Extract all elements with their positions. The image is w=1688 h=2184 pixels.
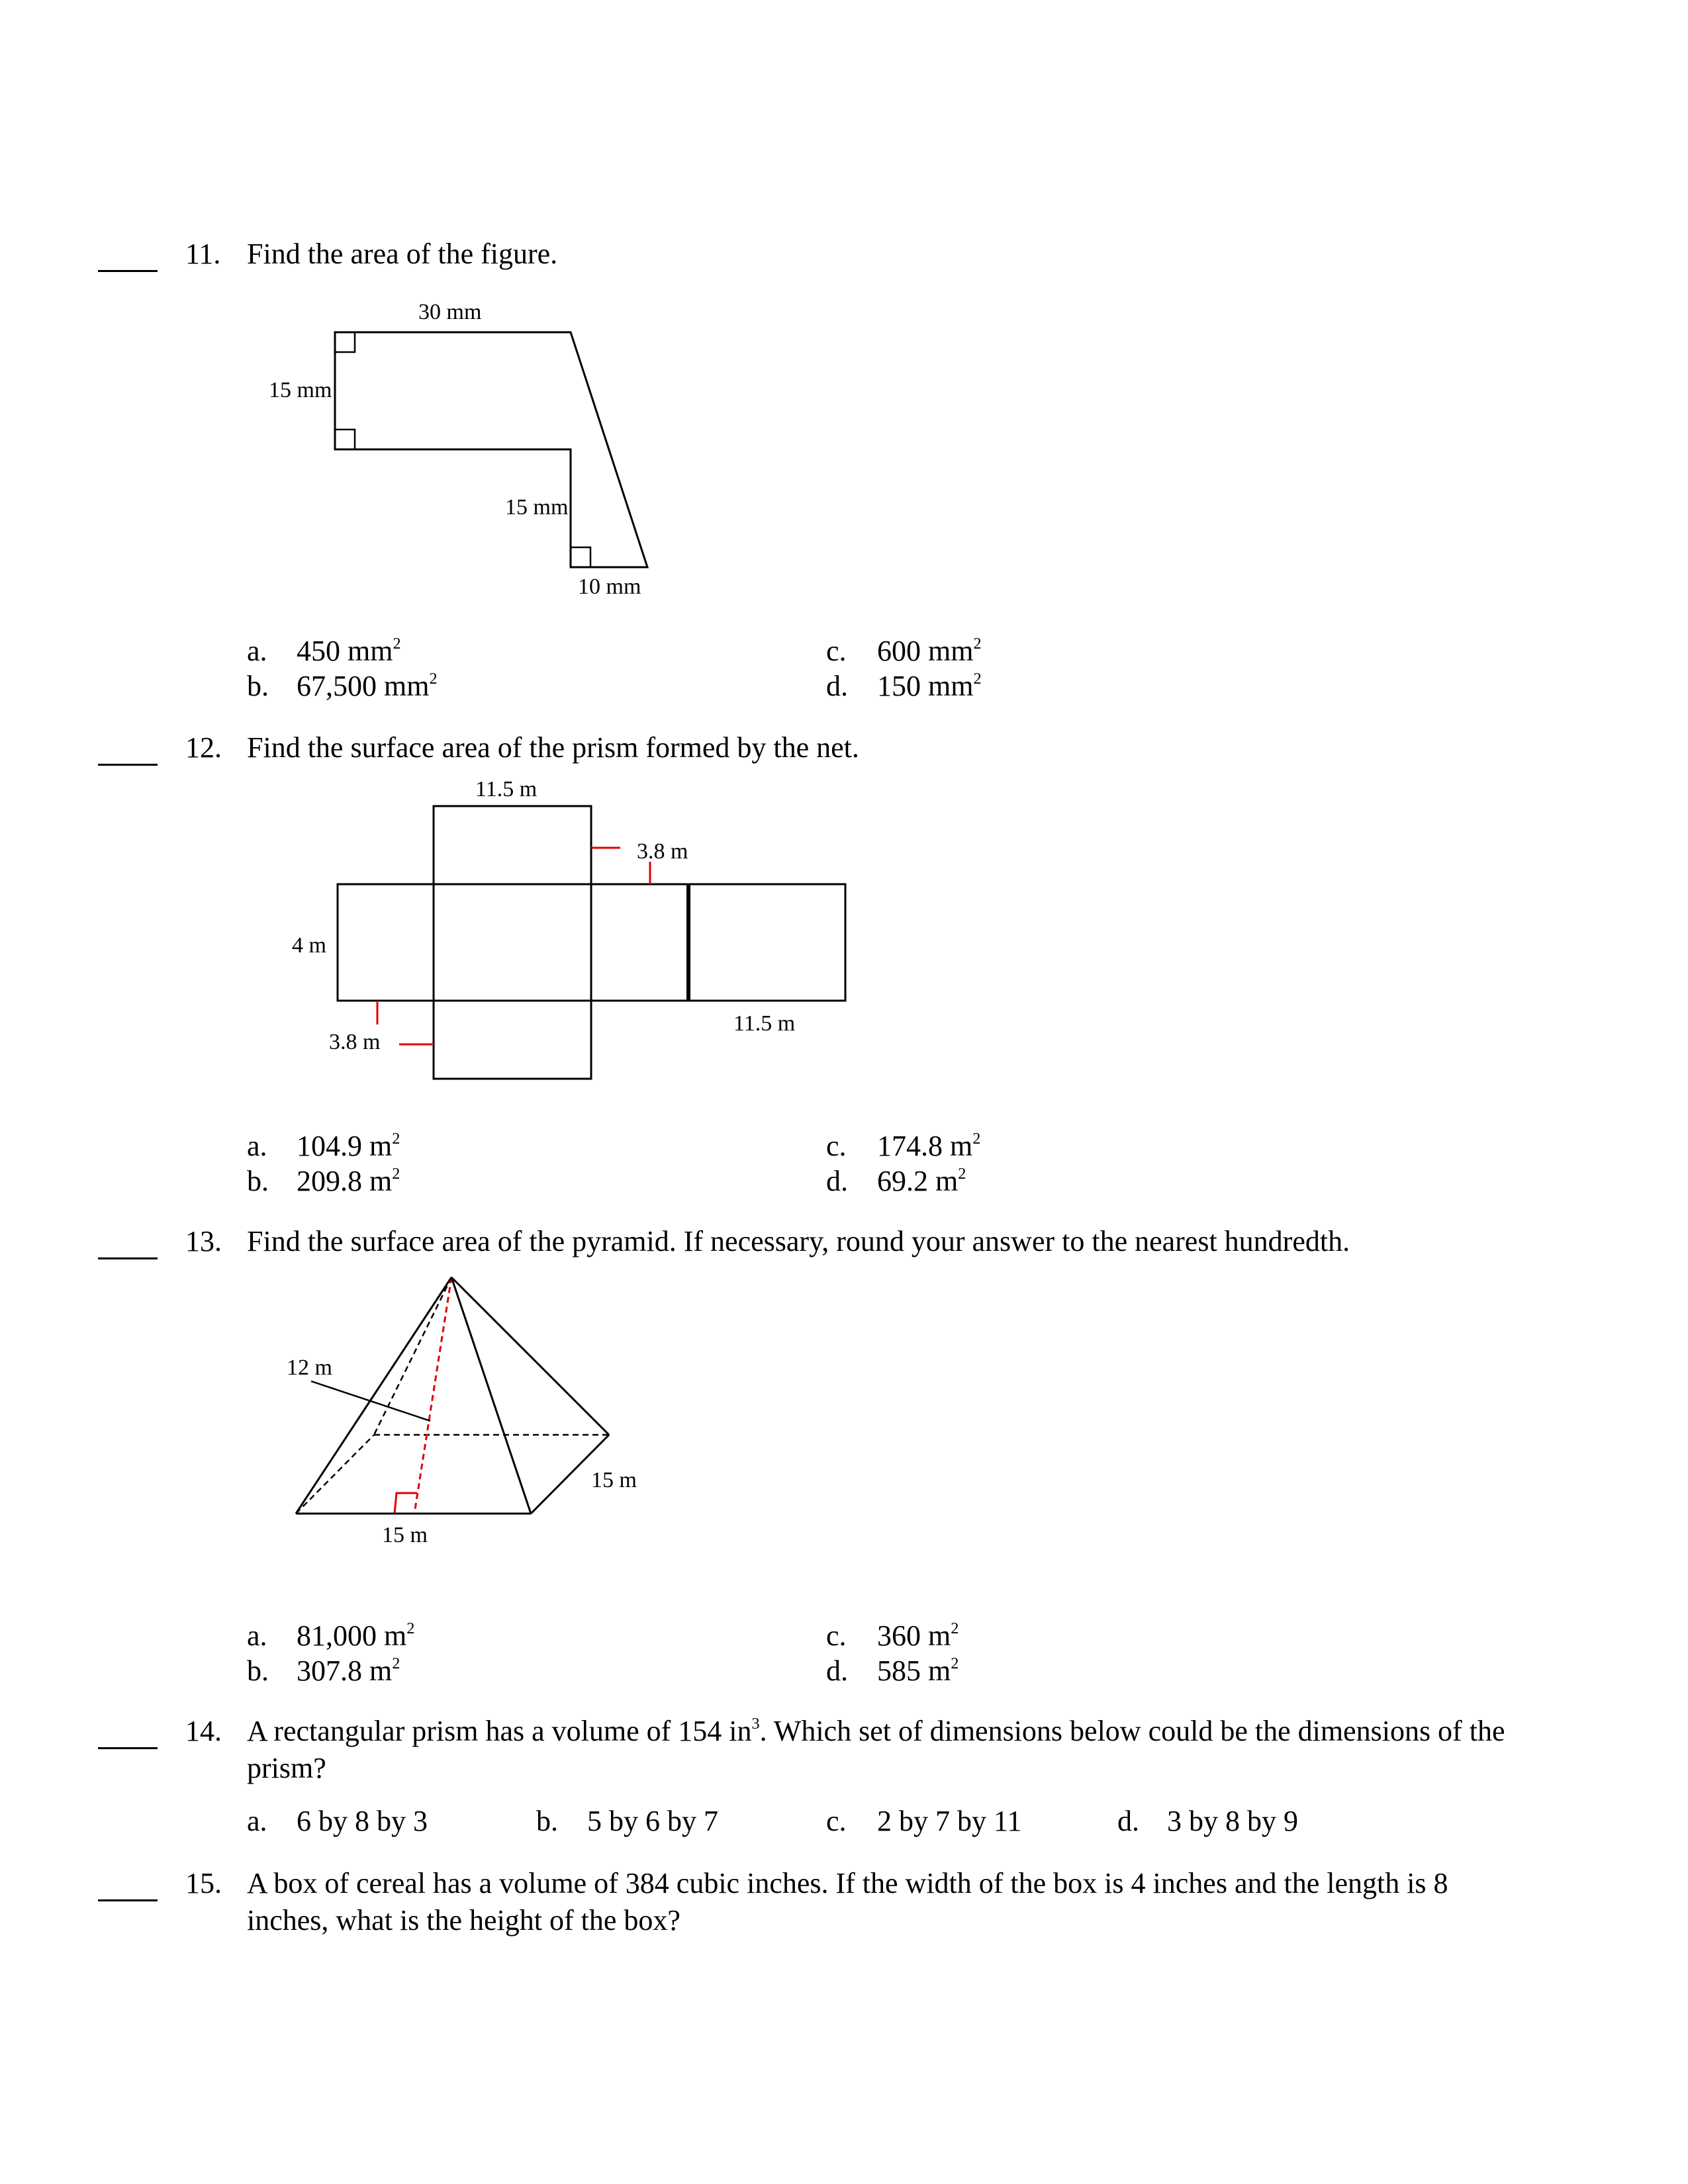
choice-13d[interactable]: 585 $m^2$ xyxy=(877,1654,959,1687)
choice-14a-letter: a. xyxy=(247,1805,267,1837)
question-text-13: Find the surface area of the pyramid. If necessary, round your answer to the nearest hundredth. xyxy=(247,1225,1350,1257)
choice-11d-letter: d. xyxy=(826,670,848,702)
pyramid-slant-height xyxy=(414,1277,451,1514)
question-number-14: 14. xyxy=(185,1715,222,1747)
choice-13b-letter: b. xyxy=(247,1655,269,1687)
choice-11b-letter: b. xyxy=(247,670,269,702)
choice-11d[interactable]: 150 $mm^2$ xyxy=(877,669,982,702)
choice-12b-letter: b. xyxy=(247,1165,269,1197)
label-11-5m-bottom: 11.5 m xyxy=(733,1011,796,1036)
choice-11a-letter: a. xyxy=(247,635,267,667)
label-15mm-left: 15 mm xyxy=(269,378,332,402)
question-number-15: 15. xyxy=(185,1867,222,1899)
choice-12c-letter: c. xyxy=(826,1130,847,1162)
label-15m-bottom: 15 m xyxy=(382,1523,428,1547)
choice-13a[interactable]: 81,000 $m^2$ xyxy=(297,1619,415,1652)
pyramid-edge xyxy=(451,1277,531,1514)
label-10mm: 10 mm xyxy=(578,574,641,599)
choice-14c-letter: c. xyxy=(826,1805,847,1837)
choice-11a[interactable]: 450 $mm^2$ xyxy=(297,634,401,667)
question-text-14-line2: prism? xyxy=(247,1752,326,1784)
choice-12d[interactable]: 69.2 $m^2$ xyxy=(877,1164,966,1197)
question-text-15: A box of cereal has a volume of 384 cubic inches. If the width of the box is 4 inches and the length is 8 xyxy=(247,1867,1448,1899)
label-leader-line xyxy=(311,1381,430,1421)
pyramid-edge xyxy=(451,1277,609,1435)
choice-11c-letter: c. xyxy=(826,635,847,667)
question-number-13: 13. xyxy=(185,1225,222,1257)
choice-13d-letter: d. xyxy=(826,1655,848,1687)
choice-14c[interactable]: 2 by 7 by 11 xyxy=(877,1805,1022,1837)
label-4m: 4 m xyxy=(292,933,326,958)
choice-13a-letter: a. xyxy=(247,1619,267,1652)
pyramid-edge xyxy=(296,1277,451,1514)
label-30mm: 30 mm xyxy=(418,300,482,324)
choice-14d[interactable]: 3 by 8 by 9 xyxy=(1167,1805,1298,1837)
choice-12a[interactable]: 104.9 $m^2$ xyxy=(297,1129,400,1162)
choice-12c[interactable]: 174.8 $m^2$ xyxy=(877,1129,981,1162)
question-text-14: A rectangular prism has a volume of 154 $in^3$. Which set of dimensions below could be the dimensions of the xyxy=(247,1714,1505,1747)
label-3-8m-bottom: 3.8 m xyxy=(329,1030,381,1054)
choice-11b[interactable]: 67,500 $mm^2$ xyxy=(297,669,438,702)
question-number-12: 12. xyxy=(185,731,222,764)
choice-13c-letter: c. xyxy=(826,1619,847,1652)
answer-blank-14[interactable] xyxy=(98,1747,158,1749)
label-15mm-middle: 15 mm xyxy=(505,495,569,520)
question-text-12: Find the surface area of the prism formed by the net. xyxy=(247,731,859,764)
label-12m: 12 m xyxy=(287,1355,332,1380)
question-text-15-line2: inches, what is the height of the box? xyxy=(247,1904,680,1936)
choice-14d-letter: d. xyxy=(1117,1805,1139,1837)
choice-12a-letter: a. xyxy=(247,1130,267,1162)
choice-14b[interactable]: 5 by 6 by 7 xyxy=(587,1805,718,1837)
answer-blank-15[interactable] xyxy=(98,1899,158,1901)
choice-12d-letter: d. xyxy=(826,1165,848,1197)
choice-11c[interactable]: 600 $mm^2$ xyxy=(877,634,982,667)
question-number-11: 11. xyxy=(185,238,221,270)
label-15m-right: 15 m xyxy=(591,1468,637,1492)
choice-14b-letter: b. xyxy=(536,1805,558,1837)
question-text-11: Find the area of the figure. xyxy=(247,238,558,270)
label-3-8m-top: 3.8 m xyxy=(637,839,688,864)
right-angle-marker xyxy=(395,1493,417,1514)
label-11-5m-top: 11.5 m xyxy=(475,777,538,801)
choice-13b[interactable]: 307.8 $m^2$ xyxy=(297,1654,400,1687)
choice-13c[interactable]: 360 $m^2$ xyxy=(877,1619,959,1652)
choice-12b[interactable]: 209.8 $m^2$ xyxy=(297,1164,400,1197)
pyramid-hidden-edge xyxy=(296,1435,374,1514)
choice-14a[interactable]: 6 by 8 by 3 xyxy=(297,1805,428,1837)
